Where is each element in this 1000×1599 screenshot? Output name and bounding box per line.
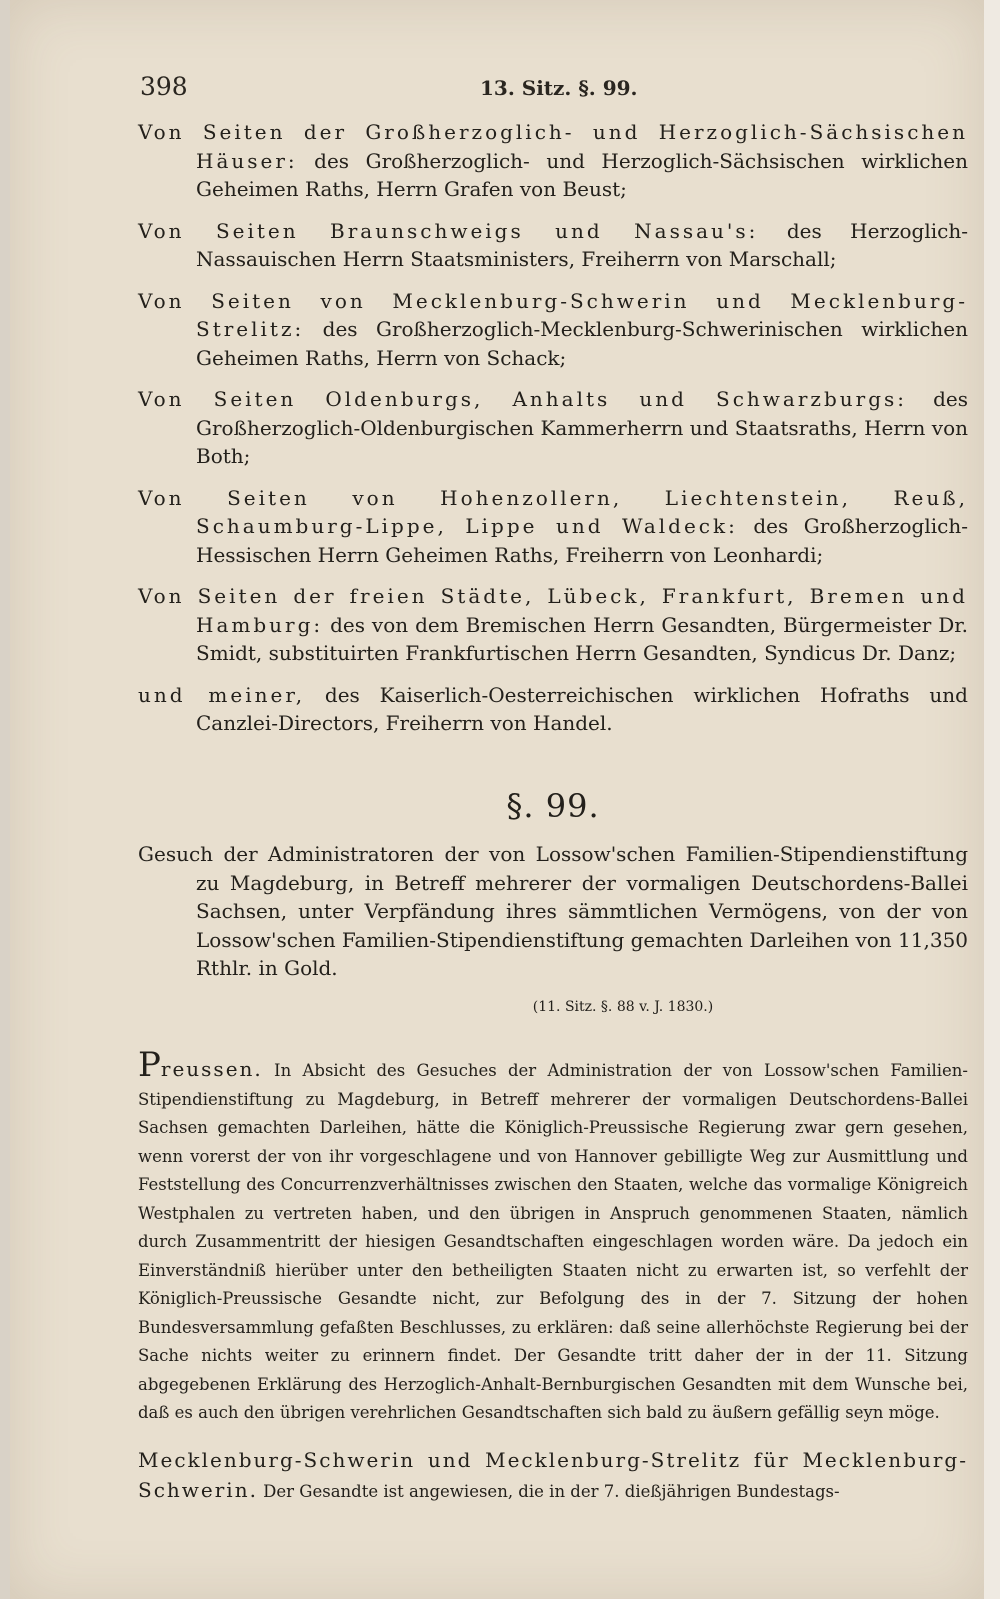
page-body — [138, 118, 968, 1525]
section-reference: (11. Sitz. §. 88 v. J. 1830.) — [532, 998, 714, 1015]
running-head: 13. Sitz. §. 99. — [480, 76, 638, 100]
entry-text: des Herzoglich-Nassauischen Herrn Staatsministers, Freiherrn von Marschall; — [196, 218, 968, 271]
entry-lead: und meiner, — [138, 682, 306, 707]
page-header — [130, 72, 974, 112]
petition-heading: Gesuch der Administratoren der von Lossow'schen Familien-Stipendienstiftung zu Magdeburg, in Betreff mehrerer der vormaligen Deutschordens-Ballei Sachsen, unter Verpfändung ihres sämmtlichen Vermögens, von der von Lossow'schen Familien-Stipendienstiftung gemachten Darleihen von 11,350 Rthlr. in Gold. — [138, 842, 969, 980]
delegate-entry — [138, 582, 968, 668]
delegate-entry — [138, 385, 968, 471]
entry-lead: Von Seiten Oldenburgs, Anhalts und Schwarzburgs: — [138, 387, 907, 411]
entry-lead: Von Seiten der freien Städte, Lübeck, Frankfurt, Bremen und Hamburg: — [138, 584, 968, 637]
document-page — [10, 0, 984, 1599]
entry-text: des Großherzoglich-Mecklenburg-Schwerinischen wirklichen Geheimen Raths, Herrn von Schack; — [196, 317, 968, 370]
state-name: Mecklenburg-Schwerin und Mecklenburg-Strelitz für Mecklenburg-Schwerin. — [138, 1447, 968, 1502]
statement-mecklenburg — [138, 1446, 968, 1507]
statement-text: Der Gesandte ist angewiesen, die in der 7. dießjährigen Bundestags- — [257, 1482, 840, 1501]
state-name: reussen. — [160, 1057, 263, 1081]
entry-text: des Großherzoglich-Hessischen Herrn Geheimen Raths, Freiherrn von Leonhardi; — [196, 514, 968, 567]
delegate-entry — [138, 217, 968, 274]
page-edge — [984, 0, 1000, 1599]
entry-text: des Kaiserlich-Oesterreichischen wirklichen Hofraths und Canzlei-Directors, Freiherrn von Handel. — [196, 682, 968, 735]
section-title: §. 99. — [506, 786, 600, 825]
delegate-entry — [138, 484, 968, 570]
delegate-entry — [138, 681, 968, 738]
entry-text: des Großherzoglich- und Herzoglich-Sächsischen wirklichen Geheimen Raths, Herrn Grafen von Beust; — [196, 148, 968, 201]
page-number: 398 — [140, 72, 188, 101]
entry-text: des Großherzoglich-Oldenburgischen Kammerherrn und Staatsraths, Herrn von Both; — [196, 387, 968, 468]
entry-lead: Von Seiten Braunschweigs und Nassau's: — [138, 218, 759, 243]
statement-prussia — [138, 1045, 968, 1428]
delegate-entry — [138, 287, 968, 373]
entry-lead: Von Seiten von Mecklenburg-Schwerin und Mecklenburg-Strelitz: — [138, 288, 968, 341]
delegate-entry — [138, 118, 968, 204]
entry-text: des von dem Bremischen Herrn Gesandten, Bürgermeister Dr. Smidt, substituirten Frankfurtischen Herrn Gesandten, Syndicus Dr. Danz; — [196, 612, 968, 665]
entry-lead: Von Seiten von Hohenzollern, Liechtenstein, Reuß, Schaumburg-Lippe, Lippe und Waldeck: — [138, 485, 968, 538]
entry-lead: Von Seiten der Großherzoglich- und Herzoglich-Sächsischen Häuser: — [138, 120, 968, 173]
drop-initial: P — [138, 1045, 161, 1085]
statement-text: In Absicht des Gesuches der Administration der von Lossow'schen Familien-Stipendienstiftung zu Magdeburg, in Betreff mehrerer der vormaligen Deutschordens-Ballei Sachsen gemachten Darleihen, hätte die Königlich-Preussische Regierung zwar gern gesehen, wenn vorerst der von ihr vorgeschlagene und von Hannover gebilligte Weg zur Ausmittlung und Feststellung des Concurrenzverhältnisses zwischen den Staaten, welche das vormalige Königreich Westphalen zu vertreten haben, und den übrigen in Anspruch genommenen Staaten, nämlich durch Zusammentritt der hiesigen Gesandtschaften eingeschlagen worden wäre. Da jedoch ein Einverständniß hierüber unter den betheiligten Staaten nicht zu erwarten ist, so verfehlt der Königlich-Preussische Gesandte nicht, zur Befolgung des in der 7. Sitzung der hohen Bundesversammlung gefaßten Beschlusses, zu erklären: daß seine allerhöchste Regierung bei der Sache nichts weiter zu erinnern findet. Der Gesandte tritt daher der in der 11. Sitzung abgegebenen Erklärung des Herzoglich-Anhalt-Bernburgischen Gesandten mit dem Wunsche bei, daß es auch den übrigen verehrlichen Gesandtschaften sich bald zu äußern gefällig seyn möge. — [138, 1061, 968, 1422]
